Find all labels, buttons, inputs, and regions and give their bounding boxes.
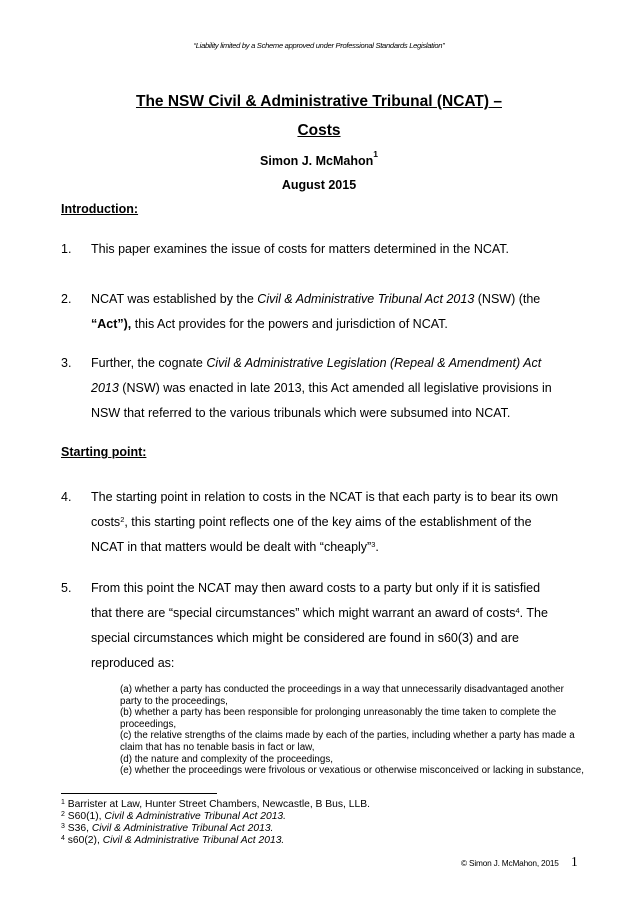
quote-item: (e) whether the proceedings were frivolous or vexatious or otherwise misconceived or lacking in substance,: [120, 765, 584, 777]
author-name: Simon J. McMahon: [260, 154, 374, 169]
para4-line1: The starting point in relation to costs in the NCAT is that each party is to bear its own: [91, 490, 559, 504]
author-line: [0, 149, 638, 169]
document-date: August 2015: [281, 178, 357, 192]
quote-item: (a) whether a party has conducted the proceedings in a way that unnecessarily disadvantaged another party to the proceedings,: [120, 684, 564, 707]
quote-item: (c) the relative strengths of the claims made by each of the parties, including whether a party has made a claim that has no tenable basis in fact or law,: [120, 730, 575, 753]
document-title-line1: The NSW Civil & Administrative Tribunal (NCAT) –: [135, 93, 502, 110]
para2-line1: NCAT was established by the Civil & Administrative Tribunal Act 2013 (NSW) (the: [91, 292, 541, 306]
para-number: 4.: [61, 490, 72, 504]
statutory-quote: [120, 684, 585, 777]
act-title: Civil & Administrative Tribunal Act 2013: [257, 292, 475, 306]
para5-line3: special circumstances which might be considered are found in s60(3) and are: [91, 631, 520, 645]
page-number: 1: [571, 854, 578, 869]
footnote-ref: 2: [120, 515, 125, 524]
para4-line2: costs$^2$, this starting point reflects one of the key aims of the establishment of the: [91, 515, 532, 529]
para2-line2: “Act”), this Act provides for the powers and jurisdiction of NCAT.: [91, 317, 448, 331]
footnote-ref: 3: [371, 540, 376, 549]
footnote-ref: 4: [515, 606, 520, 615]
para1-text: This paper examines the issue of costs for matters determined in the NCAT.: [91, 242, 510, 256]
para4-line3: NCAT in that matters would be dealt with “cheaply”$^3$.: [91, 540, 379, 554]
footnote-separator: [61, 793, 217, 794]
para-number: 3.: [61, 356, 72, 370]
footnote: $^4$ s60(2), Civil & Administrative Tribunal Act 2013.: [61, 835, 285, 846]
introduction-heading: Introduction:: [61, 202, 139, 216]
para3-line3: NSW that referred to the various tribunals which were subsumed into NCAT.: [91, 406, 511, 420]
running-header: “Liability limited by a Scheme approved under Professional Standards Legislation”: [193, 41, 445, 50]
para-number: 1.: [61, 242, 72, 256]
document-title-line2: Costs: [297, 122, 341, 139]
defined-term: “Act”),: [91, 317, 132, 331]
footnote: $^2$ S60(1), Civil & Administrative Tribunal Act 2013.: [61, 811, 287, 822]
quote-item: (b) whether a party has been responsible for prolonging unreasonably the time taken to complete the proceedings,: [120, 707, 557, 730]
para3-line2: 2013 (NSW) was enacted in late 2013, this Act amended all legislative provisions in: [91, 381, 552, 395]
footnote: $^1$ Barrister at Law, Hunter Street Chambers, Newcastle, B Bus, LLB.: [61, 799, 370, 810]
para5-line1: From this point the NCAT may then award costs to a party but only if it is satisfied: [91, 581, 541, 595]
footnote: $^3$ S36, Civil & Administrative Tribunal Act 2013.: [61, 823, 274, 834]
para-number: 5.: [61, 581, 72, 595]
para5-line2: that there are “special circumstances” which might warrant an award of costs$^4$. The: [91, 606, 548, 620]
starting-point-heading: Starting point:: [61, 445, 147, 459]
para-number: 2.: [61, 292, 72, 306]
act-title: Civil & Administrative Legislation (Repeal & Amendment) Act: [206, 356, 542, 370]
para5-line4: reproduced as:: [91, 656, 175, 670]
footnote-ref: 1: [373, 149, 378, 159]
para3-line1: Further, the cognate Civil & Administrative Legislation (Repeal & Amendment) Act: [91, 356, 542, 370]
quote-item: (d) the nature and complexity of the proceedings,: [120, 753, 333, 765]
copyright-footer: © Simon J. McMahon, 2015: [461, 858, 559, 868]
